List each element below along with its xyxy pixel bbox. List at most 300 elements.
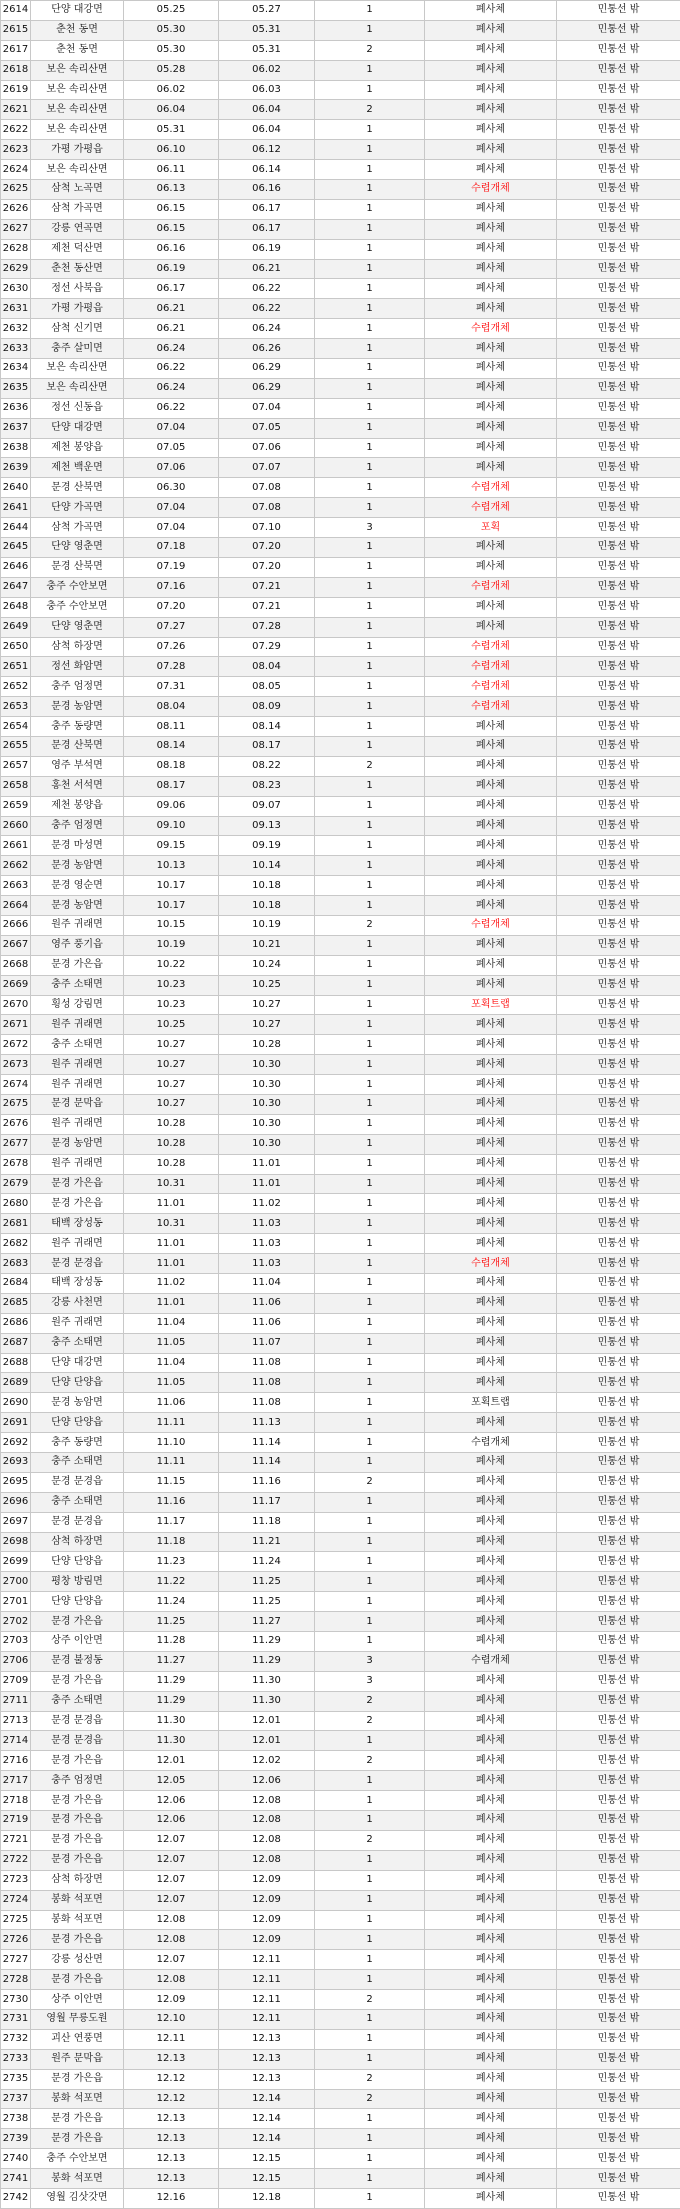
case-number-cell: 2621 <box>1 100 31 120</box>
table-row <box>1 1691 680 1711</box>
table-row <box>1 1890 680 1910</box>
case-number-cell: 2702 <box>1 1612 31 1632</box>
confirmed-date-cell: 06.24 <box>219 319 315 339</box>
location-cell: 단양 단양읍 <box>31 1413 124 1433</box>
zone-cell: 민통선 밖 <box>557 2029 680 2049</box>
case-type-cell: 폐사체 <box>425 796 557 816</box>
table-row <box>1 1134 680 1154</box>
confirmed-date-cell: 10.27 <box>219 995 315 1015</box>
case-number-cell: 2614 <box>1 1 31 21</box>
case-number-cell: 2741 <box>1 2169 31 2189</box>
count-cell: 1 <box>315 478 425 498</box>
case-number-cell: 2709 <box>1 1671 31 1691</box>
confirmed-date-cell: 10.28 <box>219 1035 315 1055</box>
found-date-cell: 06.04 <box>124 100 219 120</box>
case-type-cell: 폐사체 <box>425 1632 557 1652</box>
found-date-cell: 11.01 <box>124 1254 219 1274</box>
count-cell: 1 <box>315 1293 425 1313</box>
table-row <box>1 1930 680 1950</box>
table-row <box>1 418 680 438</box>
confirmed-date-cell: 07.20 <box>219 538 315 558</box>
count-cell: 2 <box>315 1711 425 1731</box>
zone-cell: 민통선 밖 <box>557 677 680 697</box>
zone-cell: 민통선 밖 <box>557 657 680 677</box>
zone-cell: 민통선 밖 <box>557 2149 680 2169</box>
count-cell: 1 <box>315 60 425 80</box>
case-number-cell: 2726 <box>1 1930 31 1950</box>
case-number-cell: 2676 <box>1 1114 31 1134</box>
location-cell: 봉화 석포면 <box>31 1910 124 1930</box>
zone-cell: 민통선 밖 <box>557 518 680 538</box>
table-row <box>1 836 680 856</box>
zone-cell: 민통선 밖 <box>557 319 680 339</box>
zone-cell: 민통선 밖 <box>557 1134 680 1154</box>
confirmed-date-cell: 11.13 <box>219 1413 315 1433</box>
case-number-cell: 2731 <box>1 2009 31 2029</box>
location-cell: 충주 소태면 <box>31 1453 124 1473</box>
confirmed-date-cell: 08.17 <box>219 736 315 756</box>
table-row <box>1 1254 680 1274</box>
table-row <box>1 796 680 816</box>
confirmed-date-cell: 10.30 <box>219 1094 315 1114</box>
found-date-cell: 05.28 <box>124 60 219 80</box>
case-type-cell: 폐사체 <box>425 1234 557 1254</box>
count-cell: 1 <box>315 1154 425 1174</box>
count-cell: 2 <box>315 2069 425 2089</box>
zone-cell: 민통선 밖 <box>557 1771 680 1791</box>
case-number-cell: 2673 <box>1 1055 31 1075</box>
count-cell: 1 <box>315 1532 425 1552</box>
count-cell: 3 <box>315 1671 425 1691</box>
table-row <box>1 816 680 836</box>
confirmed-date-cell: 10.30 <box>219 1075 315 1095</box>
location-cell: 춘천 동면 <box>31 20 124 40</box>
count-cell: 1 <box>315 2109 425 2129</box>
table-row <box>1 1532 680 1552</box>
case-number-cell: 2719 <box>1 1811 31 1831</box>
location-cell: 충주 엄정면 <box>31 677 124 697</box>
case-type-cell: 폐사체 <box>425 776 557 796</box>
confirmed-date-cell: 06.19 <box>219 239 315 259</box>
zone-cell: 민통선 밖 <box>557 359 680 379</box>
found-date-cell: 10.27 <box>124 1075 219 1095</box>
case-number-cell: 2627 <box>1 219 31 239</box>
count-cell: 1 <box>315 1055 425 1075</box>
case-type-cell: 포획 <box>425 518 557 538</box>
table-row <box>1 1850 680 1870</box>
zone-cell: 민통선 밖 <box>557 1791 680 1811</box>
location-cell: 원주 귀래면 <box>31 1055 124 1075</box>
found-date-cell: 06.13 <box>124 180 219 200</box>
found-date-cell: 09.15 <box>124 836 219 856</box>
found-date-cell: 10.27 <box>124 1094 219 1114</box>
zone-cell: 민통선 밖 <box>557 816 680 836</box>
table-row <box>1 1811 680 1831</box>
zone-cell: 민통선 밖 <box>557 876 680 896</box>
case-number-cell: 2728 <box>1 1970 31 1990</box>
zone-cell: 민통선 밖 <box>557 1731 680 1751</box>
confirmed-date-cell: 11.08 <box>219 1393 315 1413</box>
case-type-cell: 폐사체 <box>425 1791 557 1811</box>
confirmed-date-cell: 11.01 <box>219 1174 315 1194</box>
zone-cell: 민통선 밖 <box>557 1274 680 1294</box>
table-row <box>1 935 680 955</box>
table-row <box>1 140 680 160</box>
confirmed-date-cell: 08.23 <box>219 776 315 796</box>
zone-cell: 민통선 밖 <box>557 1254 680 1274</box>
confirmed-date-cell: 05.27 <box>219 1 315 21</box>
zone-cell: 민통선 밖 <box>557 1512 680 1532</box>
case-type-cell: 폐사체 <box>425 2069 557 2089</box>
case-type-cell: 폐사체 <box>425 1552 557 1572</box>
count-cell: 1 <box>315 796 425 816</box>
zone-cell: 민통선 밖 <box>557 1552 680 1572</box>
found-date-cell: 11.10 <box>124 1433 219 1453</box>
count-cell: 1 <box>315 557 425 577</box>
found-date-cell: 12.07 <box>124 1950 219 1970</box>
count-cell: 1 <box>315 896 425 916</box>
location-cell: 정선 화암면 <box>31 657 124 677</box>
count-cell: 1 <box>315 1353 425 1373</box>
confirmed-date-cell: 11.03 <box>219 1254 315 1274</box>
zone-cell: 민통선 밖 <box>557 915 680 935</box>
case-number-cell: 2714 <box>1 1731 31 1751</box>
found-date-cell: 12.06 <box>124 1811 219 1831</box>
case-number-cell: 2690 <box>1 1393 31 1413</box>
confirmed-date-cell: 12.09 <box>219 1910 315 1930</box>
location-cell: 문경 가은읍 <box>31 1791 124 1811</box>
case-type-cell: 폐사체 <box>425 1 557 21</box>
table-row <box>1 1512 680 1532</box>
found-date-cell: 10.23 <box>124 995 219 1015</box>
case-type-cell: 폐사체 <box>425 1691 557 1711</box>
case-type-cell: 폐사체 <box>425 1134 557 1154</box>
confirmed-date-cell: 12.09 <box>219 1930 315 1950</box>
confirmed-date-cell: 12.08 <box>219 1811 315 1831</box>
table-row <box>1 1572 680 1592</box>
case-number-cell: 2733 <box>1 2049 31 2069</box>
zone-cell: 민통선 밖 <box>557 2109 680 2129</box>
zone-cell: 민통선 밖 <box>557 20 680 40</box>
case-number-cell: 2615 <box>1 20 31 40</box>
found-date-cell: 12.09 <box>124 1990 219 2010</box>
count-cell: 1 <box>315 80 425 100</box>
case-type-cell: 폐사체 <box>425 1731 557 1751</box>
confirmed-date-cell: 06.03 <box>219 80 315 100</box>
table-row <box>1 637 680 657</box>
count-cell: 1 <box>315 856 425 876</box>
zone-cell: 민통선 밖 <box>557 1930 680 1950</box>
zone-cell: 민통선 밖 <box>557 2188 680 2208</box>
zone-cell: 민통선 밖 <box>557 299 680 319</box>
zone-cell: 민통선 밖 <box>557 2069 680 2089</box>
location-cell: 충주 소태면 <box>31 1035 124 1055</box>
location-cell: 봉화 석포면 <box>31 1890 124 1910</box>
found-date-cell: 11.05 <box>124 1333 219 1353</box>
location-cell: 문경 마성면 <box>31 836 124 856</box>
case-type-cell: 폐사체 <box>425 896 557 916</box>
location-cell: 가평 가평읍 <box>31 140 124 160</box>
zone-cell: 민통선 밖 <box>557 1393 680 1413</box>
case-number-cell: 2706 <box>1 1651 31 1671</box>
location-cell: 문경 농암면 <box>31 856 124 876</box>
confirmed-date-cell: 12.15 <box>219 2169 315 2189</box>
count-cell: 1 <box>315 1731 425 1751</box>
case-type-cell: 폐사체 <box>425 1293 557 1313</box>
zone-cell: 민통선 밖 <box>557 1572 680 1592</box>
found-date-cell: 10.28 <box>124 1154 219 1174</box>
table-row <box>1 538 680 558</box>
location-cell: 문경 가은읍 <box>31 1850 124 1870</box>
table-row <box>1 955 680 975</box>
confirmed-date-cell: 12.08 <box>219 1791 315 1811</box>
location-cell: 충주 엄정면 <box>31 816 124 836</box>
confirmed-date-cell: 11.18 <box>219 1512 315 1532</box>
count-cell: 1 <box>315 279 425 299</box>
case-number-cell: 2725 <box>1 1910 31 1930</box>
case-type-cell: 수렵개체 <box>425 319 557 339</box>
case-type-cell: 폐사체 <box>425 418 557 438</box>
found-date-cell: 07.27 <box>124 617 219 637</box>
count-cell: 1 <box>315 1114 425 1134</box>
case-type-cell: 폐사체 <box>425 2009 557 2029</box>
count-cell: 1 <box>315 776 425 796</box>
case-number-cell: 2645 <box>1 538 31 558</box>
case-number-cell: 2692 <box>1 1433 31 1453</box>
case-type-cell: 폐사체 <box>425 756 557 776</box>
location-cell: 단양 영춘면 <box>31 538 124 558</box>
case-type-cell: 폐사체 <box>425 1472 557 1492</box>
found-date-cell: 12.13 <box>124 2109 219 2129</box>
location-cell: 문경 가은읍 <box>31 1612 124 1632</box>
location-cell: 삼척 하장면 <box>31 1532 124 1552</box>
found-date-cell: 12.08 <box>124 1910 219 1930</box>
zone-cell: 민통선 밖 <box>557 279 680 299</box>
count-cell: 1 <box>315 1094 425 1114</box>
zone-cell: 민통선 밖 <box>557 1632 680 1652</box>
found-date-cell: 10.27 <box>124 1055 219 1075</box>
count-cell: 1 <box>315 657 425 677</box>
table-row <box>1 2169 680 2189</box>
confirmed-date-cell: 12.13 <box>219 2029 315 2049</box>
count-cell: 1 <box>315 538 425 558</box>
found-date-cell: 10.28 <box>124 1114 219 1134</box>
confirmed-date-cell: 06.21 <box>219 259 315 279</box>
zone-cell: 민통선 밖 <box>557 1373 680 1393</box>
count-cell: 1 <box>315 259 425 279</box>
location-cell: 평창 방림면 <box>31 1572 124 1592</box>
count-cell: 1 <box>315 1134 425 1154</box>
table-row <box>1 1035 680 1055</box>
confirmed-date-cell: 12.13 <box>219 2069 315 2089</box>
case-type-cell: 폐사체 <box>425 239 557 259</box>
location-cell: 문경 농암면 <box>31 1393 124 1413</box>
confirmed-date-cell: 11.14 <box>219 1433 315 1453</box>
confirmed-date-cell: 11.08 <box>219 1353 315 1373</box>
found-date-cell: 07.04 <box>124 498 219 518</box>
location-cell: 삼척 하장면 <box>31 1870 124 1890</box>
table-row <box>1 1 680 21</box>
table-row <box>1 2029 680 2049</box>
found-date-cell: 11.02 <box>124 1274 219 1294</box>
zone-cell: 민통선 밖 <box>557 2169 680 2189</box>
found-date-cell: 12.07 <box>124 1890 219 1910</box>
count-cell: 1 <box>315 120 425 140</box>
case-type-cell: 폐사체 <box>425 617 557 637</box>
count-cell: 1 <box>315 816 425 836</box>
confirmed-date-cell: 11.29 <box>219 1651 315 1671</box>
count-cell: 1 <box>315 836 425 856</box>
table-row <box>1 1990 680 2010</box>
zone-cell: 민통선 밖 <box>557 418 680 438</box>
case-number-cell: 2737 <box>1 2089 31 2109</box>
location-cell: 단양 대강면 <box>31 418 124 438</box>
case-type-cell: 폐사체 <box>425 1751 557 1771</box>
count-cell: 1 <box>315 1413 425 1433</box>
confirmed-date-cell: 07.29 <box>219 637 315 657</box>
confirmed-date-cell: 10.19 <box>219 915 315 935</box>
table-row <box>1 1830 680 1850</box>
location-cell: 원주 귀래면 <box>31 1075 124 1095</box>
case-number-cell: 2647 <box>1 577 31 597</box>
count-cell: 1 <box>315 677 425 697</box>
zone-cell: 민통선 밖 <box>557 1174 680 1194</box>
zone-cell: 민통선 밖 <box>557 1592 680 1612</box>
found-date-cell: 05.30 <box>124 40 219 60</box>
table-row <box>1 1950 680 1970</box>
confirmed-date-cell: 07.05 <box>219 418 315 438</box>
zone-cell: 민통선 밖 <box>557 339 680 359</box>
confirmed-date-cell: 06.16 <box>219 180 315 200</box>
case-type-cell: 폐사체 <box>425 736 557 756</box>
count-cell: 1 <box>315 299 425 319</box>
case-type-cell: 폐사체 <box>425 1592 557 1612</box>
case-number-cell: 2669 <box>1 975 31 995</box>
found-date-cell: 11.29 <box>124 1671 219 1691</box>
count-cell: 1 <box>315 935 425 955</box>
location-cell: 가평 가평읍 <box>31 299 124 319</box>
found-date-cell: 12.07 <box>124 1830 219 1850</box>
case-type-cell: 폐사체 <box>425 1114 557 1134</box>
case-type-cell: 폐사체 <box>425 1413 557 1433</box>
case-number-cell: 2671 <box>1 1015 31 1035</box>
found-date-cell: 07.16 <box>124 577 219 597</box>
table-row <box>1 1274 680 1294</box>
case-number-cell: 2653 <box>1 697 31 717</box>
table-row <box>1 319 680 339</box>
case-number-cell: 2701 <box>1 1592 31 1612</box>
count-cell: 1 <box>315 2129 425 2149</box>
location-cell: 문경 산북면 <box>31 736 124 756</box>
case-type-cell: 폐사체 <box>425 2149 557 2169</box>
table-row <box>1 180 680 200</box>
table-row <box>1 1870 680 1890</box>
count-cell: 1 <box>315 1870 425 1890</box>
found-date-cell: 11.04 <box>124 1353 219 1373</box>
table-body <box>1 1 680 2209</box>
case-number-cell: 2630 <box>1 279 31 299</box>
zone-cell: 민통선 밖 <box>557 378 680 398</box>
count-cell: 1 <box>315 359 425 379</box>
found-date-cell: 11.22 <box>124 1572 219 1592</box>
case-type-cell: 폐사체 <box>425 876 557 896</box>
table-row <box>1 697 680 717</box>
found-date-cell: 06.11 <box>124 160 219 180</box>
case-number-cell: 2723 <box>1 1870 31 1890</box>
case-type-cell: 폐사체 <box>425 597 557 617</box>
table-row <box>1 1552 680 1572</box>
case-number-cell: 2640 <box>1 478 31 498</box>
table-row <box>1 975 680 995</box>
zone-cell: 민통선 밖 <box>557 1492 680 1512</box>
case-number-cell: 2722 <box>1 1850 31 1870</box>
count-cell: 1 <box>315 736 425 756</box>
found-date-cell: 07.20 <box>124 597 219 617</box>
zone-cell: 민통선 밖 <box>557 697 680 717</box>
case-type-cell: 폐사체 <box>425 1194 557 1214</box>
case-type-cell: 폐사체 <box>425 1055 557 1075</box>
zone-cell: 민통선 밖 <box>557 239 680 259</box>
location-cell: 삼척 가곡면 <box>31 199 124 219</box>
table-row <box>1 717 680 737</box>
location-cell: 괴산 연풍면 <box>31 2029 124 2049</box>
count-cell: 1 <box>315 1910 425 1930</box>
confirmed-date-cell: 08.09 <box>219 697 315 717</box>
case-number-cell: 2644 <box>1 518 31 538</box>
table-row <box>1 1472 680 1492</box>
case-number-cell: 2700 <box>1 1572 31 1592</box>
found-date-cell: 12.08 <box>124 1930 219 1950</box>
table-row <box>1 1731 680 1751</box>
table-row <box>1 1492 680 1512</box>
case-type-cell: 폐사체 <box>425 1930 557 1950</box>
count-cell: 1 <box>315 1254 425 1274</box>
table-row <box>1 438 680 458</box>
confirmed-date-cell: 11.06 <box>219 1293 315 1313</box>
count-cell: 1 <box>315 378 425 398</box>
confirmed-date-cell: 11.08 <box>219 1373 315 1393</box>
zone-cell: 민통선 밖 <box>557 498 680 518</box>
location-cell: 단양 단양읍 <box>31 1373 124 1393</box>
count-cell: 1 <box>315 876 425 896</box>
confirmed-date-cell: 12.01 <box>219 1731 315 1751</box>
location-cell: 단양 대강면 <box>31 1353 124 1373</box>
table-row <box>1 458 680 478</box>
case-number-cell: 2686 <box>1 1313 31 1333</box>
confirmed-date-cell: 06.29 <box>219 378 315 398</box>
case-number-cell: 2624 <box>1 160 31 180</box>
table-row <box>1 1632 680 1652</box>
location-cell: 충주 수안보면 <box>31 597 124 617</box>
found-date-cell: 12.13 <box>124 2049 219 2069</box>
zone-cell: 민통선 밖 <box>557 1 680 21</box>
location-cell: 보은 속리산면 <box>31 100 124 120</box>
zone-cell: 민통선 밖 <box>557 40 680 60</box>
location-cell: 원주 귀래면 <box>31 1313 124 1333</box>
count-cell: 1 <box>315 617 425 637</box>
confirmed-date-cell: 10.30 <box>219 1134 315 1154</box>
found-date-cell: 06.16 <box>124 239 219 259</box>
found-date-cell: 12.11 <box>124 2029 219 2049</box>
found-date-cell: 12.06 <box>124 1791 219 1811</box>
count-cell: 2 <box>315 756 425 776</box>
count-cell: 1 <box>315 1393 425 1413</box>
case-number-cell: 2652 <box>1 677 31 697</box>
count-cell: 2 <box>315 915 425 935</box>
found-date-cell: 11.11 <box>124 1453 219 1473</box>
count-cell: 1 <box>315 180 425 200</box>
count-cell: 1 <box>315 1174 425 1194</box>
